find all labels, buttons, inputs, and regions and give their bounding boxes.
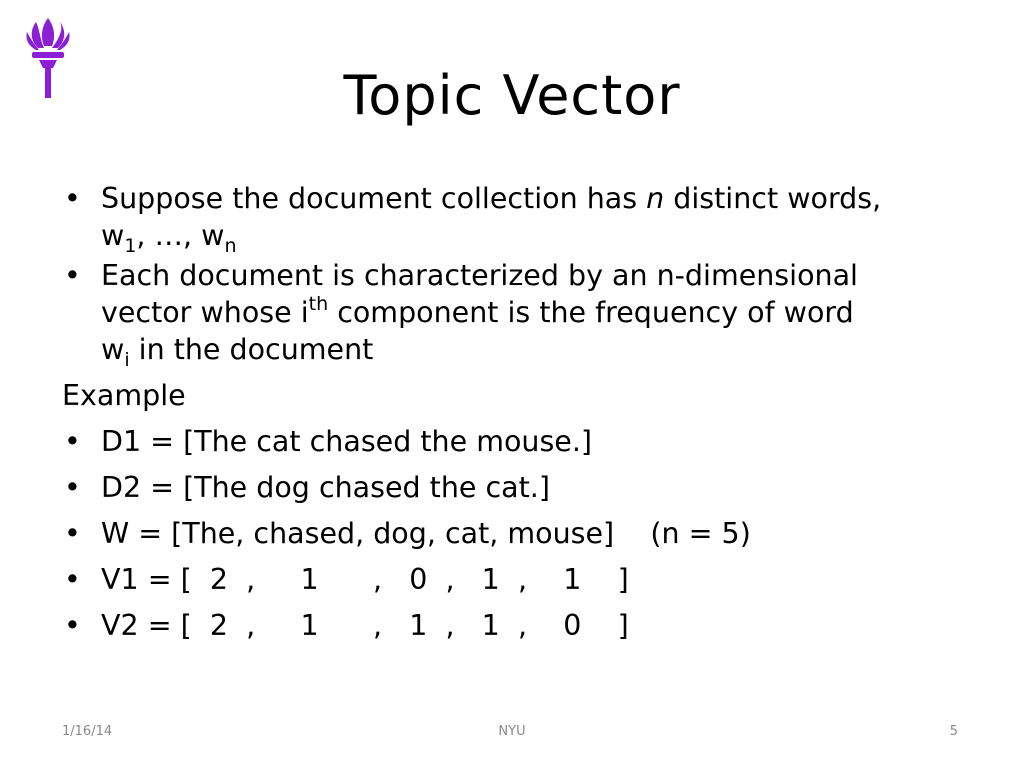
example-item — [62, 423, 962, 460]
example-item — [62, 561, 962, 598]
bullet-2 — [62, 257, 962, 371]
bullet-marker: • — [64, 517, 81, 550]
example-item — [62, 515, 962, 552]
superscript: th — [308, 293, 329, 315]
slide-title: Topic Vector — [343, 64, 681, 127]
bullet-text: w — [101, 219, 125, 252]
example-item — [62, 469, 962, 506]
footer-center: NYU — [498, 724, 526, 739]
bullet-text: distinct words, — [664, 182, 882, 215]
bullet-marker: • — [64, 182, 81, 215]
example-item — [62, 607, 962, 644]
bullet-1 — [62, 180, 962, 257]
bullet-text: , …, w — [136, 219, 225, 252]
bullet-text: Each document is characterized by an n-dimensional — [101, 259, 858, 292]
example-text: V1 = [ 2 , 1 , 0 , 1 , 1 ] — [101, 563, 629, 596]
bullet-text: w — [101, 333, 125, 366]
bullet-marker: • — [64, 563, 81, 596]
bullet-marker: • — [64, 471, 81, 504]
subscript: 1 — [124, 235, 137, 257]
bullet-marker: • — [64, 259, 81, 292]
footer-date: 1/16/14 — [62, 724, 113, 739]
example-text: D2 = [The dog chased the cat.] — [101, 471, 550, 504]
footer-page-number: 5 — [949, 724, 958, 739]
subscript: i — [124, 349, 130, 371]
italic-n: n — [646, 182, 665, 215]
slide-body — [62, 180, 962, 653]
bullet-text: in the document — [129, 333, 374, 366]
example-text: W = [The, chased, dog, cat, mouse] (n = 5) — [101, 517, 751, 550]
bullet-text: Suppose the document collection has — [101, 182, 647, 215]
bullet-text: component is the frequency of word — [328, 296, 854, 329]
bullet-marker: • — [64, 609, 81, 642]
bullet-text: vector whose i — [101, 296, 309, 329]
bullet-marker: • — [64, 425, 81, 458]
example-label: Example — [62, 379, 186, 412]
example-text: V2 = [ 2 , 1 , 1 , 1 , 0 ] — [101, 609, 629, 642]
subscript: n — [224, 235, 237, 257]
example-text: D1 = [The cat chased the mouse.] — [101, 425, 593, 458]
